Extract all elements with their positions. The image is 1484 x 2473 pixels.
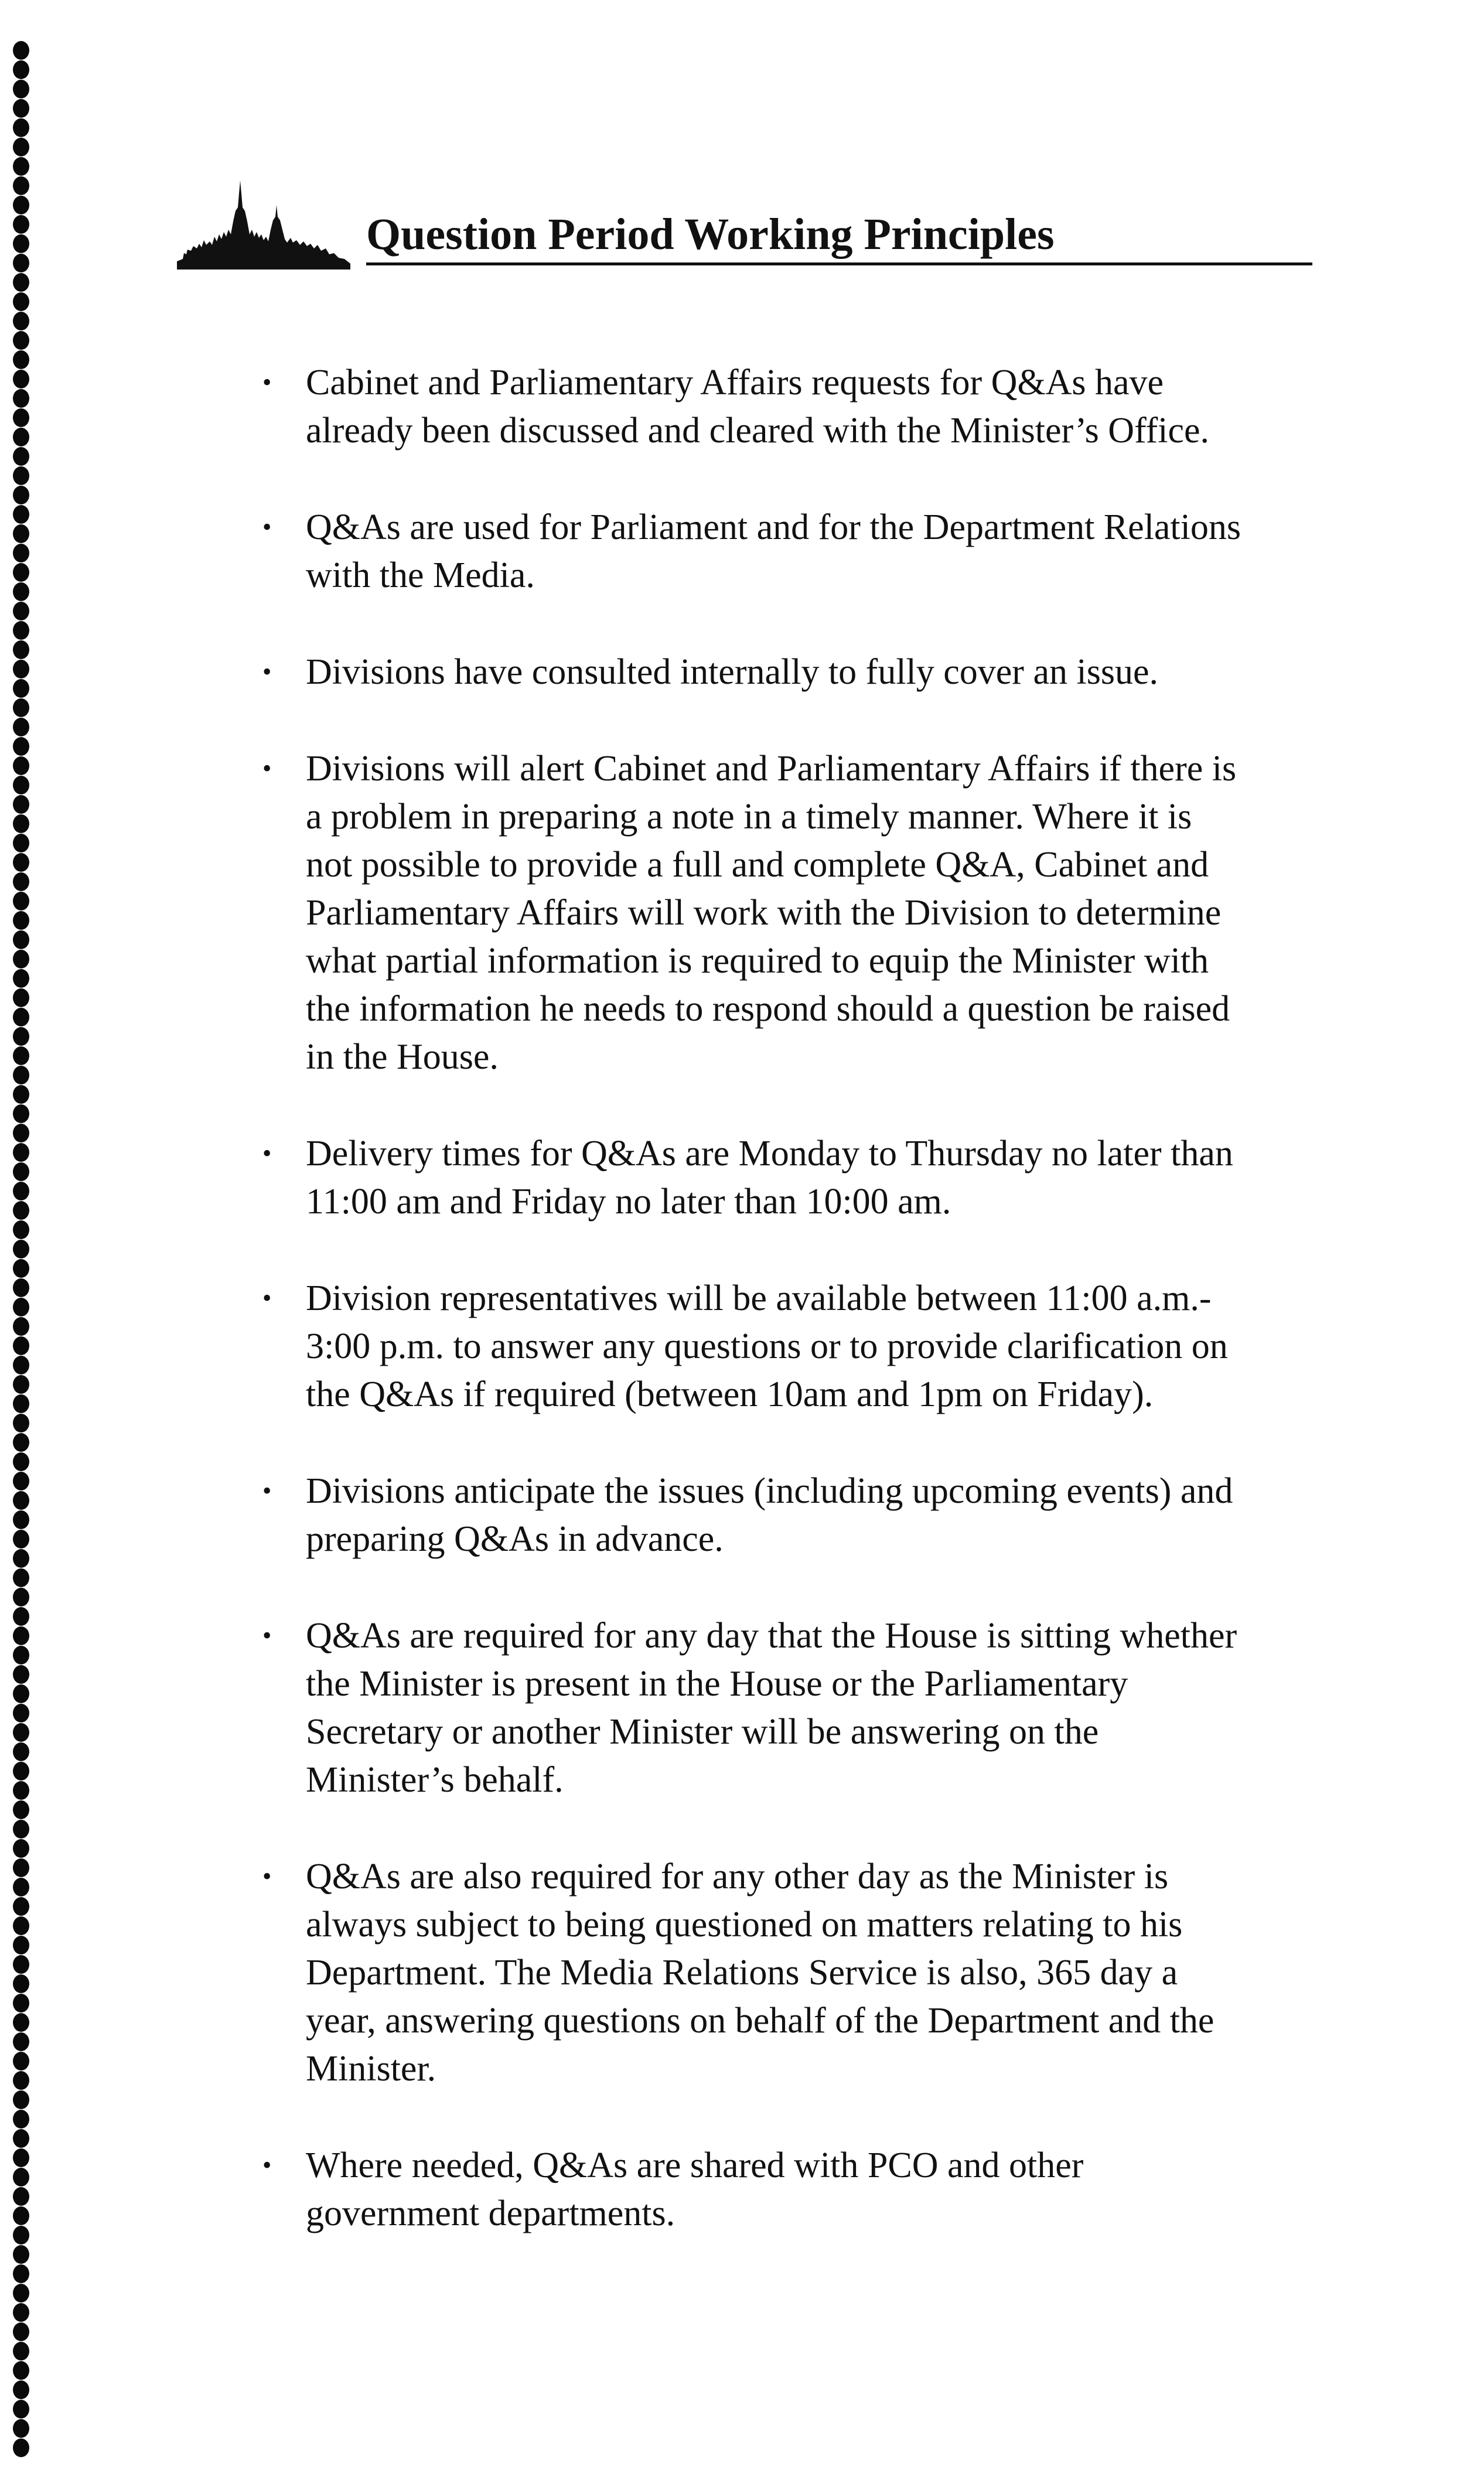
spiral-binding <box>11 41 34 2449</box>
binding-hole <box>13 814 29 833</box>
binding-hole <box>13 389 29 408</box>
binding-hole <box>13 795 29 814</box>
binding-hole <box>13 621 29 640</box>
list-item-line: not possible to provide a full and complete Q&A, Cabinet and <box>306 845 1209 885</box>
binding-hole <box>13 1220 29 1239</box>
binding-hole <box>13 737 29 756</box>
binding-hole <box>13 988 29 1007</box>
list-item <box>258 1274 1336 1418</box>
binding-hole <box>13 1336 29 1355</box>
binding-hole <box>13 1897 29 1916</box>
binding-hole <box>13 1916 29 1935</box>
binding-hole <box>13 1066 29 1084</box>
binding-hole <box>13 582 29 601</box>
binding-hole <box>13 1936 29 1954</box>
binding-hole <box>13 1240 29 1258</box>
binding-hole <box>13 157 29 176</box>
binding-hole <box>13 1046 29 1065</box>
bullet-icon: • <box>262 513 272 541</box>
binding-hole <box>13 524 29 543</box>
binding-hole <box>13 563 29 582</box>
binding-hole <box>13 1626 29 1645</box>
binding-hole <box>13 1665 29 1684</box>
binding-hole <box>13 1704 29 1722</box>
binding-hole <box>13 1974 29 1993</box>
binding-hole <box>13 1085 29 1104</box>
binding-hole <box>13 853 29 872</box>
binding-hole <box>13 2361 29 2380</box>
list-item-line: the information he needs to respond should a question be raised <box>306 989 1230 1029</box>
binding-hole <box>13 756 29 775</box>
list-item-line: Q&As are also required for any other day as the Minister is <box>306 1857 1169 1896</box>
binding-hole <box>13 254 29 272</box>
binding-hole <box>13 138 29 156</box>
binding-hole <box>13 950 29 968</box>
list-item-line: Minister. <box>306 2049 436 2089</box>
list-item-line: year, answering questions on behalf of the Department and the <box>306 2001 1215 2041</box>
list-item-line: already been discussed and cleared with the Minister’s Office. <box>306 411 1210 451</box>
principles-list <box>258 359 1336 2286</box>
binding-hole <box>13 1588 29 1606</box>
bullet-icon: • <box>262 2151 272 2179</box>
binding-hole <box>13 60 29 79</box>
binding-hole <box>13 1510 29 1529</box>
bullet-icon: • <box>262 1139 272 1168</box>
list-item <box>258 1612 1336 1804</box>
binding-hole <box>13 2226 29 2245</box>
list-item-line: a problem in preparing a note in a timely manner. Where it is <box>306 797 1192 837</box>
binding-hole <box>13 1742 29 1761</box>
bullet-icon: • <box>262 368 272 397</box>
list-item-line: Divisions will alert Cabinet and Parliamentary Affairs if there is <box>306 749 1237 789</box>
binding-hole <box>13 447 29 466</box>
binding-hole <box>13 2052 29 2071</box>
list-item-line: preparing Q&As in advance. <box>306 1519 724 1559</box>
binding-hole <box>13 312 29 330</box>
binding-hole <box>13 718 29 736</box>
title-underline <box>366 262 1312 265</box>
binding-hole <box>13 331 29 350</box>
bullet-icon: • <box>262 1284 272 1312</box>
binding-hole <box>13 118 29 137</box>
binding-hole <box>13 2380 29 2399</box>
binding-hole <box>13 1162 29 1181</box>
binding-hole <box>13 1646 29 1664</box>
binding-hole <box>13 1491 29 1510</box>
binding-hole <box>13 505 29 524</box>
list-item <box>258 503 1336 599</box>
binding-hole <box>13 911 29 930</box>
binding-hole <box>13 1317 29 1336</box>
binding-hole <box>13 1530 29 1548</box>
list-item-line: Minister’s behalf. <box>306 1760 564 1800</box>
binding-hole <box>13 1607 29 1626</box>
list-item <box>258 359 1336 455</box>
binding-hole <box>13 1143 29 1162</box>
list-item-line: Cabinet and Parliamentary Affairs requests for Q&As have <box>306 363 1164 402</box>
binding-hole <box>13 1433 29 1452</box>
binding-hole <box>13 1472 29 1490</box>
list-item-line: Divisions have consulted internally to fully cover an issue. <box>306 652 1158 692</box>
binding-hole <box>13 408 29 427</box>
binding-hole <box>13 679 29 698</box>
binding-hole <box>13 350 29 369</box>
binding-hole <box>13 273 29 292</box>
binding-hole <box>13 1800 29 1819</box>
parliament-skyline-icon <box>176 176 352 275</box>
binding-hole <box>13 1452 29 1471</box>
binding-hole <box>13 2342 29 2361</box>
binding-hole <box>13 660 29 678</box>
binding-hole <box>13 99 29 118</box>
bullet-icon: • <box>262 1862 272 1891</box>
bullet-icon: • <box>262 1476 272 1505</box>
binding-hole <box>13 892 29 910</box>
binding-hole <box>13 466 29 485</box>
list-item-line: Where needed, Q&As are shared with PCO and other <box>306 2145 1084 2185</box>
list-item-line: government departments. <box>306 2194 676 2233</box>
binding-hole <box>13 834 29 852</box>
binding-hole <box>13 2110 29 2129</box>
binding-hole <box>13 2013 29 2032</box>
binding-hole <box>13 2168 29 2187</box>
binding-hole <box>13 930 29 949</box>
binding-hole <box>13 969 29 988</box>
binding-hole <box>13 2129 29 2148</box>
binding-hole <box>13 428 29 446</box>
binding-hole <box>13 292 29 311</box>
header <box>176 176 1315 275</box>
binding-hole <box>13 2303 29 2322</box>
list-item-line: always subject to being questioned on matters relating to his <box>306 1905 1183 1945</box>
binding-hole <box>13 176 29 195</box>
binding-hole <box>13 215 29 234</box>
binding-hole <box>13 640 29 659</box>
list-item-line: 3:00 p.m. to answer any questions or to provide clarification on <box>306 1326 1228 1366</box>
list-item-line: the Q&As if required (between 10am and 1pm on Friday). <box>306 1374 1154 1414</box>
binding-hole <box>13 196 29 214</box>
binding-hole <box>13 1568 29 1587</box>
binding-hole <box>13 2071 29 2090</box>
list-item-line: Department. The Media Relations Service is also, 365 day a <box>306 1953 1178 1993</box>
binding-hole <box>13 2400 29 2419</box>
list-item-line: Divisions anticipate the issues (including upcoming events) and <box>306 1471 1233 1511</box>
binding-hole <box>13 2206 29 2225</box>
binding-hole <box>13 1008 29 1026</box>
binding-hole <box>13 486 29 504</box>
list-item-line: with the Media. <box>306 555 535 595</box>
binding-hole <box>13 1124 29 1142</box>
binding-hole <box>13 2090 29 2109</box>
binding-hole <box>13 2187 29 2206</box>
binding-hole <box>13 370 29 388</box>
binding-hole <box>13 2438 29 2457</box>
list-item-line: Q&As are used for Parliament and for the Department Relations <box>306 507 1241 547</box>
binding-hole <box>13 41 29 60</box>
binding-hole <box>13 544 29 562</box>
list-item <box>258 1853 1336 2093</box>
binding-hole <box>13 1955 29 1974</box>
binding-hole <box>13 602 29 620</box>
binding-hole <box>13 1259 29 1278</box>
bullet-icon: • <box>262 1621 272 1650</box>
binding-hole <box>13 1414 29 1432</box>
list-item-line: Secretary or another Minister will be answering on the <box>306 1712 1099 1752</box>
binding-hole <box>13 1356 29 1374</box>
binding-hole <box>13 2264 29 2283</box>
binding-hole <box>13 1201 29 1220</box>
list-item <box>258 648 1336 696</box>
binding-hole <box>13 1994 29 2012</box>
binding-hole <box>13 1375 29 1394</box>
binding-hole <box>13 1394 29 1413</box>
binding-hole <box>13 1820 29 1838</box>
list-item <box>258 1130 1336 1226</box>
bullet-icon: • <box>262 657 272 686</box>
binding-hole <box>13 2284 29 2303</box>
list-item-line: Parliamentary Affairs will work with the Division to determine <box>306 893 1222 933</box>
page-title: Question Period Working Principles <box>366 210 1055 259</box>
binding-hole <box>13 1027 29 1046</box>
binding-hole <box>13 698 29 717</box>
binding-hole <box>13 872 29 891</box>
binding-hole <box>13 2245 29 2264</box>
binding-hole <box>13 1858 29 1877</box>
list-item-line: Delivery times for Q&As are Monday to Thursday no later than <box>306 1134 1233 1174</box>
list-item-line: the Minister is present in the House or the Parliamentary <box>306 1664 1128 1704</box>
binding-hole <box>13 1781 29 1800</box>
binding-hole <box>13 2322 29 2341</box>
list-item-line: Division representatives will be available between 11:00 a.m.- <box>306 1278 1212 1318</box>
binding-hole <box>13 1278 29 1297</box>
binding-hole <box>13 1762 29 1780</box>
binding-hole <box>13 1839 29 1858</box>
binding-hole <box>13 1549 29 1568</box>
binding-hole <box>13 2419 29 2438</box>
list-item <box>258 2141 1336 2237</box>
list-item <box>258 1467 1336 1563</box>
list-item-line: what partial information is required to equip the Minister with <box>306 941 1209 981</box>
binding-hole <box>13 2148 29 2167</box>
list-item-line: in the House. <box>306 1037 499 1077</box>
binding-hole <box>13 1104 29 1123</box>
binding-hole <box>13 776 29 794</box>
binding-hole <box>13 80 29 98</box>
list-item <box>258 745 1336 1081</box>
binding-hole <box>13 1723 29 1742</box>
list-item-line: 11:00 am and Friday no later than 10:00 am. <box>306 1182 951 1222</box>
binding-hole <box>13 2032 29 2051</box>
binding-hole <box>13 1878 29 1896</box>
list-item-line: Q&As are required for any day that the House is sitting whether <box>306 1616 1237 1656</box>
binding-hole <box>13 1298 29 1316</box>
binding-hole <box>13 234 29 253</box>
binding-hole <box>13 1684 29 1703</box>
bullet-icon: • <box>262 754 272 783</box>
binding-hole <box>13 1182 29 1200</box>
